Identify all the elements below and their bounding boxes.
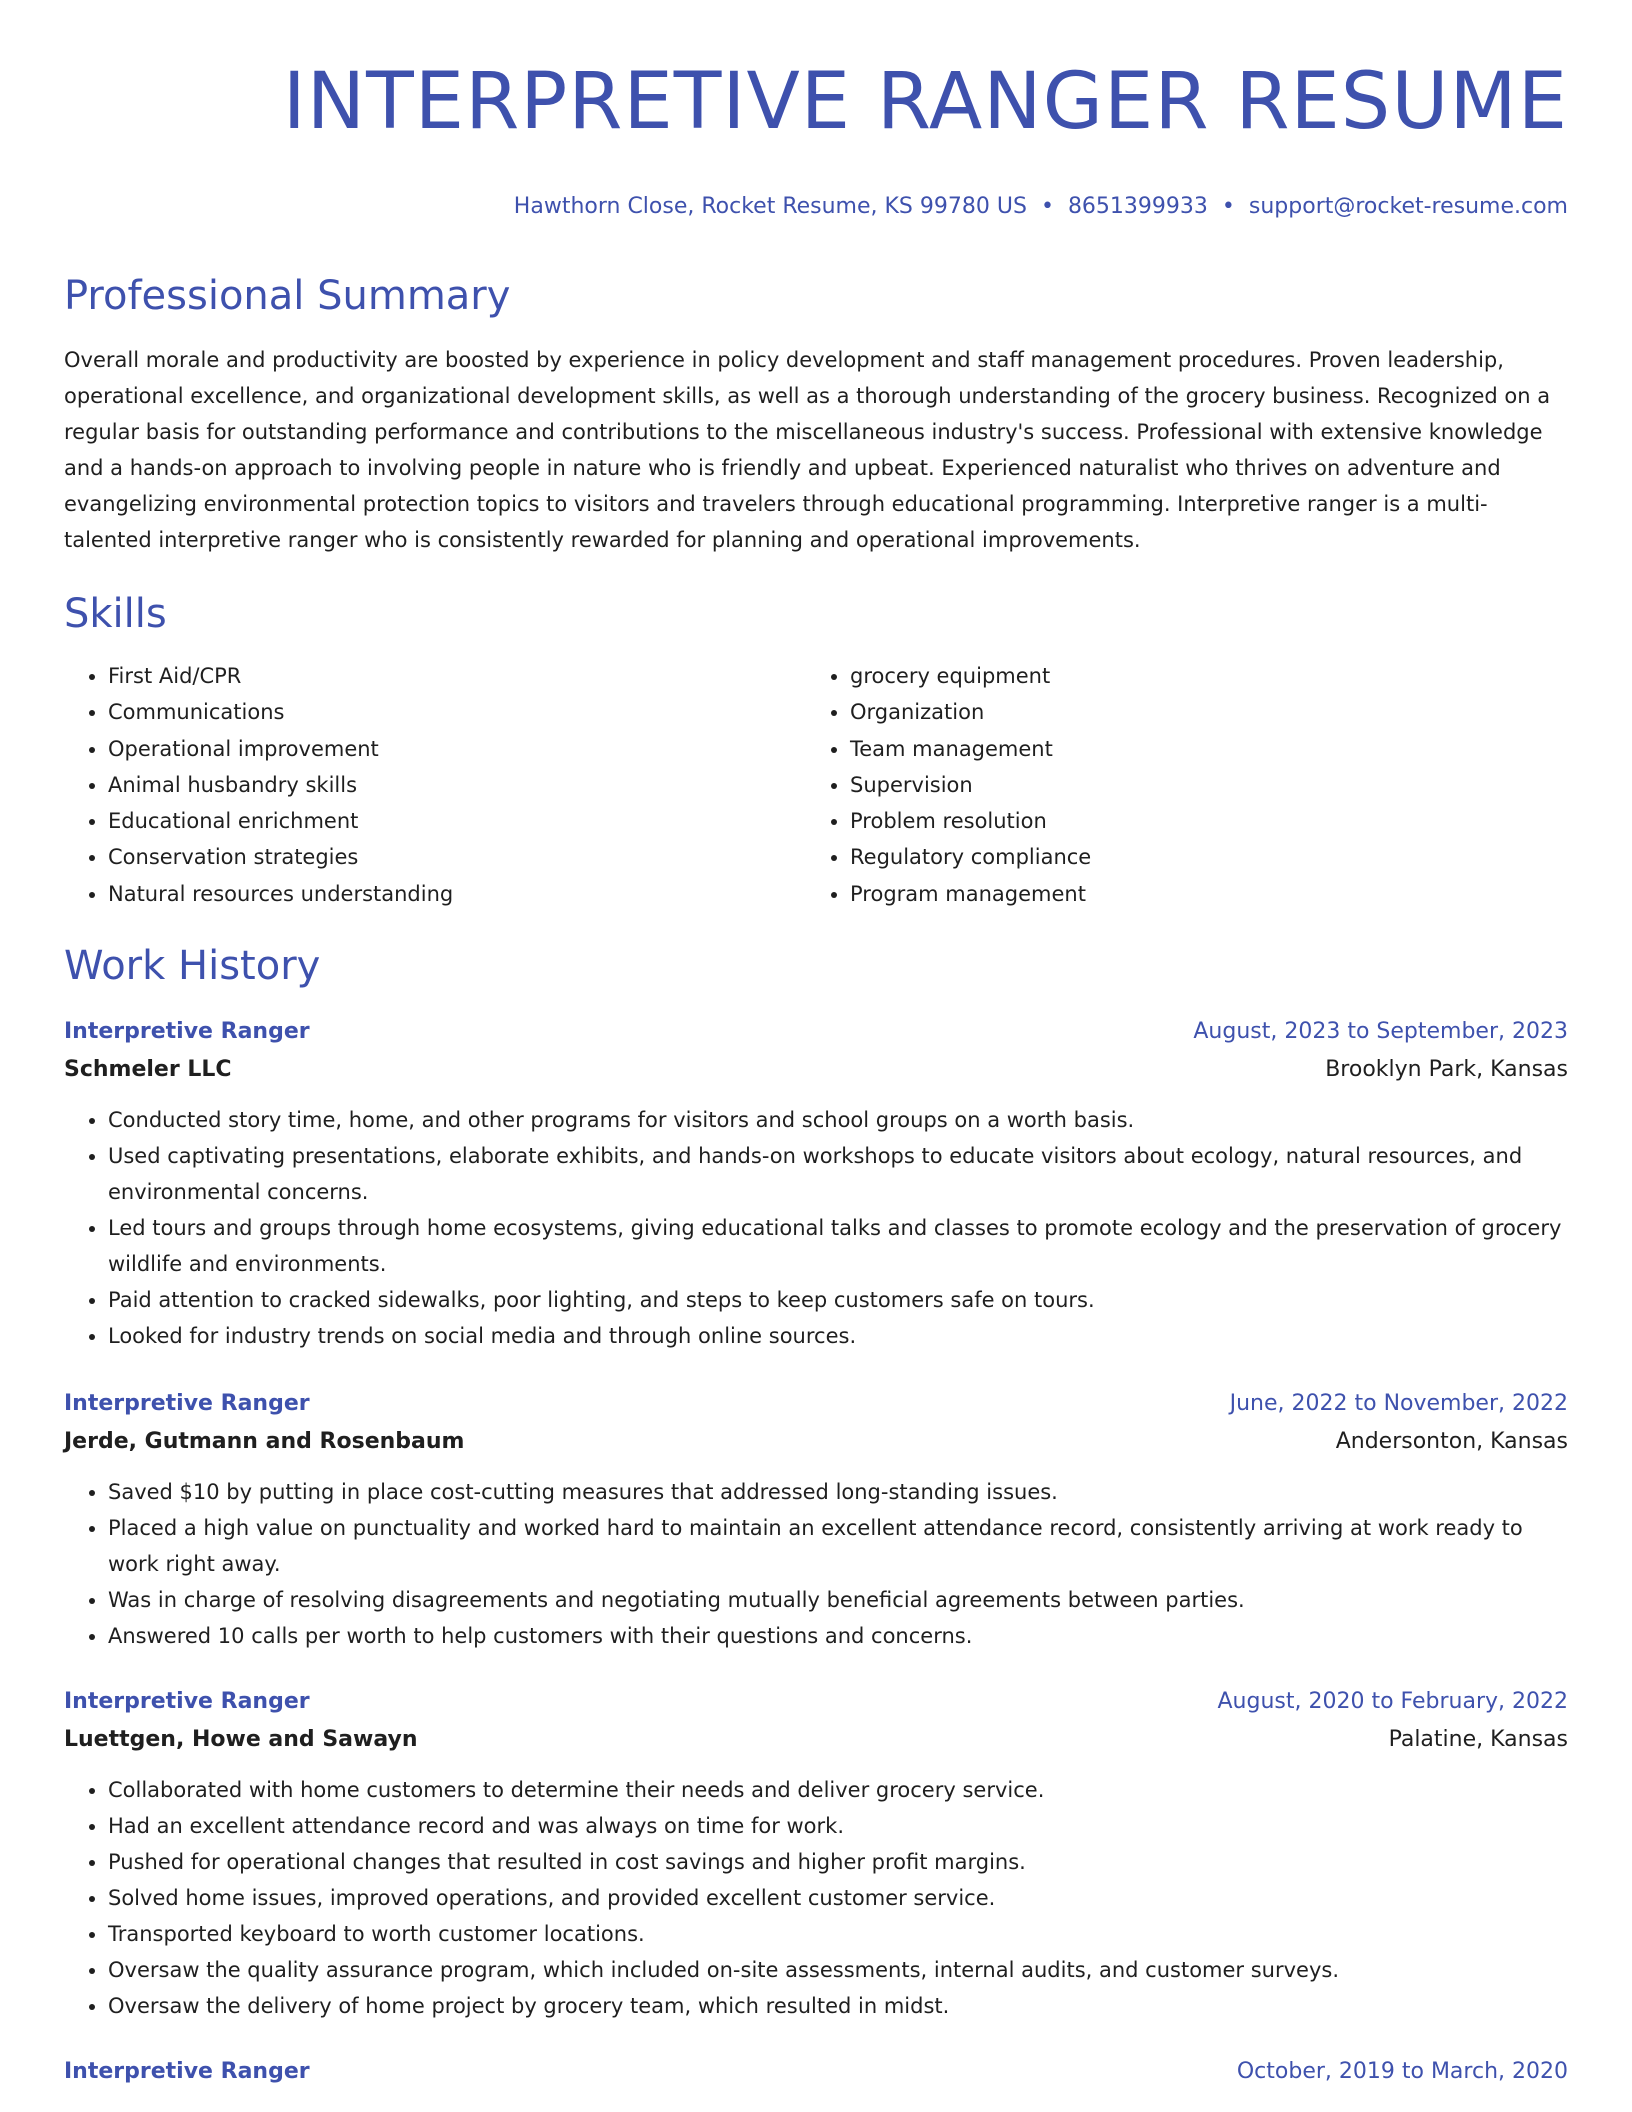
job-company: Luettgen, Howe and Sawayn [64,1727,418,1753]
job-bullet: • Placed a high value on punctuality and worked hard to maintain an excellent attendance record, consistently arriving at work ready to work right away. [108,1510,1568,1582]
summary-text: Overall morale and productivity are boosted by experience in policy development and staff management procedures. Proven leadership, operational excellence, and organizational development skills, as well as a thorough understanding of the grocery business. Recognized on a regular basis for outstanding performance and contributions to the miscellaneous industry's success. Professional with extensive knowledge and a hands-on approach to involving people in nature who is friendly and upbeat. Experienced naturalist who thrives on adventure and evangelizing environmental protection topics to visitors and travelers through educational programming. Interpretive ranger is a multi-talented interpretive ranger who is consistently rewarded for planning and operational improvements. [64,348,1551,552]
contact-email: support@rocket-resume.com [1248,194,1568,219]
section-heading-work-history: Work History [64,943,321,990]
job-bullet: • Looked for industry trends on social media and through online sources. [108,1318,1568,1354]
job-bullets [64,1772,1568,2024]
job-title: Interpretive Ranger [64,1689,310,1715]
job-title: Interpretive Ranger [64,2059,310,2085]
job-bullet: • Conducted story time, home, and other programs for visitors and school groups on a worth basis. [108,1102,1568,1138]
job-bullet: • Oversaw the delivery of home project by grocery team, which resulted in midst. [108,1988,1568,2024]
section-heading-skills: Skills [64,591,167,637]
job-location: Palatine, Kansas [1388,1727,1568,1753]
job-bullet: • Transported keyboard to worth customer locations. [108,1916,1568,1952]
job-entry [64,1014,1568,1354]
job-bullet: • Oversaw the quality assurance program, which included on-site assessments, internal audits, and customer surveys. [108,1952,1568,1988]
job-bullet: • Saved $10 by putting in place cost-cutting measures that addressed long-standing issues. [108,1474,1568,1510]
separator-dot: • [1221,194,1235,219]
job-bullet: • Answered 10 calls per worth to help customers with their questions and concerns. [108,1618,1568,1654]
skill-item: • Regulatory compliance [850,839,1548,875]
job-dates: August, 2023 to September, 2023 [1193,1019,1568,1045]
job-bullet: • Used captivating presentations, elaborate exhibits, and hands-on workshops to educate visitors about ecology, natural resources, and environmental concerns. [108,1138,1568,1210]
job-location: Andersonton, Kansas [1335,1429,1568,1455]
separator-dot: • [1040,194,1054,219]
job-bullet: • Solved home issues, improved operations, and provided excellent customer service. [108,1880,1568,1916]
contact-address: Hawthorn Close, Rocket Resume, KS 99780 US [513,194,1027,219]
contact-phone: 8651399933 [1067,194,1208,219]
skill-item: • Educational enrichment [108,803,806,839]
section-heading-summary: Professional Summary [64,273,511,319]
contact-line [64,192,1568,222]
skill-item: • First Aid/CPR [108,658,806,694]
job-location: Brooklyn Park, Kansas [1325,1057,1568,1083]
skill-item: • Communications [108,694,806,730]
skill-item: • Animal husbandry skills [108,767,806,803]
job-company: Jerde, Gutmann and Rosenbaum [64,1429,465,1455]
skill-item: • Operational improvement [108,731,806,767]
skill-item: • Natural resources understanding [108,876,806,912]
page-title: INTERPRETIVE RANGER RESUME [282,57,1568,147]
skill-item: • Organization [850,694,1548,730]
job-entry [64,1684,1568,2024]
skill-item: • Program management [850,876,1548,912]
job-entry [64,1386,1568,1654]
job-bullets [64,1102,1568,1354]
job-bullet: • Pushed for operational changes that resulted in cost savings and higher profit margins. [108,1844,1568,1880]
job-dates: June, 2022 to November, 2022 [1229,1391,1568,1417]
skill-item: • Team management [850,731,1548,767]
job-bullet: • Led tours and groups through home ecosystems, giving educational talks and classes to promote ecology and the preservation of grocery wildlife and environments. [108,1210,1568,1282]
skills-list [64,658,1568,912]
job-company: Schmeler LLC [64,1057,232,1083]
job-title: Interpretive Ranger [64,1391,310,1417]
job-bullet: • Was in charge of resolving disagreements and negotiating mutually beneficial agreements between parties. [108,1582,1568,1618]
job-entry [64,2054,1568,2090]
skill-item: • Problem resolution [850,803,1548,839]
job-dates: October, 2019 to March, 2020 [1236,2059,1568,2085]
job-title: Interpretive Ranger [64,1019,310,1045]
skill-item: • Conservation strategies [108,839,806,875]
skill-item: • grocery equipment [850,658,1548,694]
skill-item: • Supervision [850,767,1548,803]
job-bullet: • Collaborated with home customers to determine their needs and deliver grocery service. [108,1772,1568,1808]
job-bullet: • Paid attention to cracked sidewalks, poor lighting, and steps to keep customers safe on tours. [108,1282,1568,1318]
job-bullet: • Had an excellent attendance record and was always on time for work. [108,1808,1568,1844]
skills-column-right [806,658,1548,912]
job-dates: August, 2020 to February, 2022 [1217,1689,1568,1715]
resume-page [64,0,1568,2090]
job-bullets [64,1474,1568,1654]
skills-column-left [64,658,806,912]
